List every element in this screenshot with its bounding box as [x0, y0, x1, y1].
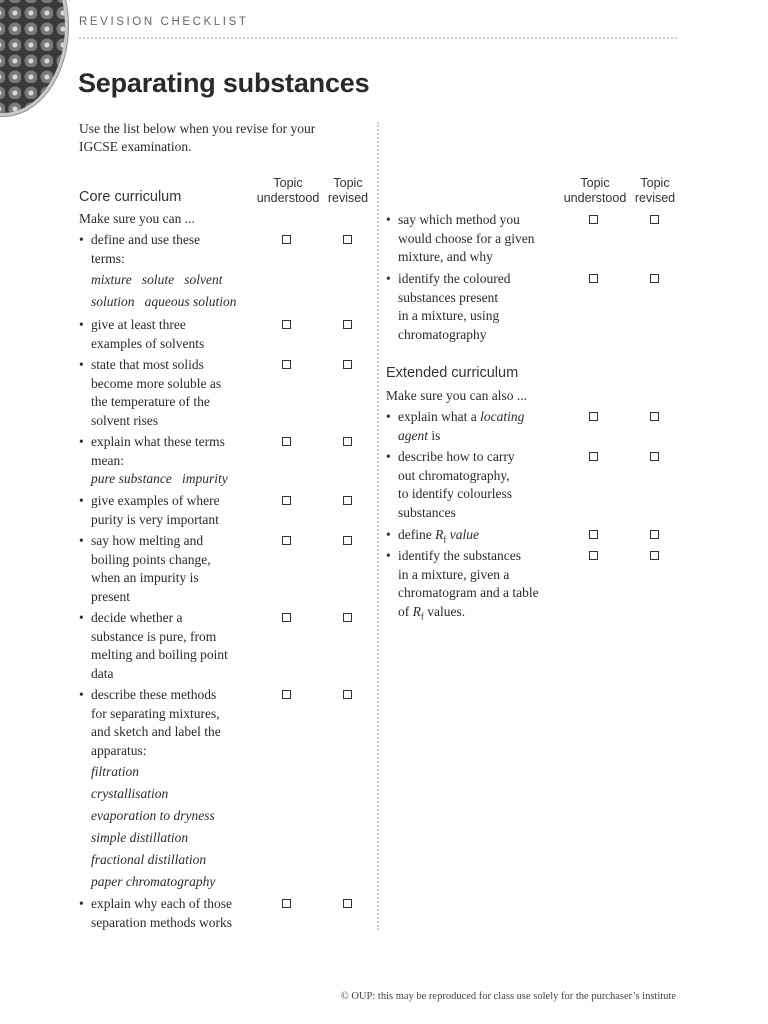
- understood-checkbox[interactable]: [282, 613, 291, 622]
- method-term: crystallisation: [91, 786, 169, 801]
- understood-checkbox[interactable]: [282, 496, 291, 505]
- revised-checkbox[interactable]: [650, 215, 659, 224]
- intro-text: [79, 120, 349, 156]
- revised-checkbox[interactable]: [343, 437, 352, 446]
- item-text: separation methods works: [91, 914, 232, 930]
- item-text: become more soluble as: [91, 375, 222, 391]
- method-term: fractional distillation: [91, 852, 207, 867]
- bullet-dot: •: [386, 449, 391, 464]
- method-term: paper chromatography: [91, 874, 216, 889]
- understood-checkbox[interactable]: [589, 530, 598, 539]
- extended-lead: Make sure you can also ...: [386, 388, 527, 403]
- revised-checkbox[interactable]: [343, 899, 352, 908]
- decorative-sphere-image: [0, 0, 68, 116]
- section-kicker: REVISION CHECKLIST: [79, 16, 249, 28]
- column-divider: [377, 122, 379, 930]
- revised-checkbox[interactable]: [343, 613, 352, 622]
- item-text: melting and boiling point: [91, 647, 228, 662]
- item-text: state that most solids: [91, 357, 204, 372]
- copyright-footer: © OUP: this may be reproduced for class use solely for the purchaser’s institute: [340, 991, 676, 1002]
- item-text: would choose for a given: [398, 230, 535, 246]
- item-text: substances: [398, 504, 456, 520]
- item-text: in a mixture, given a: [398, 566, 510, 582]
- understood-checkbox[interactable]: [282, 437, 291, 446]
- understood-checkbox[interactable]: [589, 412, 598, 421]
- item-text: say which method you: [398, 212, 520, 227]
- col-header-revised-right: Topic revised: [634, 176, 676, 205]
- revised-checkbox[interactable]: [650, 412, 659, 421]
- item-text: data: [91, 665, 114, 681]
- item-text: examples of solvents: [91, 335, 205, 351]
- bullet-dot: •: [79, 232, 84, 247]
- item-text: explain what a locating: [398, 409, 525, 424]
- col-header-understood-right: Topic understood: [563, 176, 627, 205]
- bullet-dot: •: [79, 317, 84, 332]
- page-title: Separating substances: [78, 68, 370, 98]
- item-text: present: [91, 588, 130, 604]
- understood-checkbox[interactable]: [282, 536, 291, 545]
- item-text: and sketch and label the: [91, 724, 221, 739]
- bullet-dot: •: [79, 687, 84, 702]
- revised-checkbox[interactable]: [343, 690, 352, 699]
- col-header-understood: Topic understood: [256, 176, 320, 205]
- bullet-dot: •: [79, 896, 84, 911]
- item-text: the temperature of the: [91, 394, 210, 409]
- understood-checkbox[interactable]: [282, 899, 291, 908]
- revised-checkbox[interactable]: [343, 496, 352, 505]
- item-text: mean:: [91, 452, 124, 468]
- intro-line: IGCSE examination.: [79, 139, 192, 154]
- understood-checkbox[interactable]: [282, 320, 291, 329]
- revised-checkbox[interactable]: [650, 274, 659, 283]
- understood-checkbox[interactable]: [282, 690, 291, 699]
- item-text: say how melting and: [91, 533, 204, 548]
- bullet-dot: •: [386, 271, 391, 286]
- item-text: define $R_f$ value: [398, 527, 479, 545]
- item-text: describe these methods: [91, 687, 217, 702]
- intro-line: Use the list below when you revise for your: [79, 121, 316, 136]
- understood-checkbox[interactable]: [589, 452, 598, 461]
- col-header-revised: Topic revised: [327, 176, 369, 205]
- method-term: filtration: [91, 764, 140, 779]
- extended-curriculum-heading: Extended curriculum: [386, 365, 519, 381]
- method-term: simple distillation: [91, 830, 189, 845]
- understood-checkbox[interactable]: [282, 235, 291, 244]
- bullet-dot: •: [79, 533, 84, 548]
- item-text: boiling points change,: [91, 551, 211, 567]
- item-text: in a mixture, using: [398, 308, 500, 323]
- understood-checkbox[interactable]: [589, 215, 598, 224]
- item-text: give at least three: [91, 317, 186, 332]
- revised-checkbox[interactable]: [650, 530, 659, 539]
- item-text: describe how to carry: [398, 449, 515, 464]
- understood-checkbox[interactable]: [589, 551, 598, 560]
- bullet-dot: •: [79, 434, 84, 449]
- core-curriculum-heading: Core curriculum: [79, 189, 182, 205]
- revised-checkbox[interactable]: [343, 320, 352, 329]
- item-text: to identify colourless: [398, 486, 512, 501]
- item-text: substance is pure, from: [91, 628, 217, 644]
- item-text: of $R_f$ values.: [398, 603, 466, 622]
- revised-checkbox[interactable]: [343, 360, 352, 369]
- method-term: evaporation to dryness: [91, 808, 215, 823]
- revised-checkbox[interactable]: [343, 235, 352, 244]
- item-text: agent is: [398, 427, 441, 443]
- bullet-dot: •: [79, 357, 84, 372]
- item-text: purity is very important: [91, 511, 219, 527]
- item-text: identify the substances: [398, 548, 521, 563]
- item-text: terms:: [91, 250, 125, 266]
- item-text: give examples of where: [91, 493, 220, 508]
- core-lead: Make sure you can ...: [79, 211, 195, 226]
- bullet-dot: •: [386, 527, 391, 542]
- item-text: for separating mixtures,: [91, 705, 220, 721]
- understood-checkbox[interactable]: [589, 274, 598, 283]
- item-text: out chromatography,: [398, 467, 510, 483]
- item-text: chromatography: [398, 326, 487, 342]
- terms-line: solution aqueous solution: [91, 294, 237, 309]
- understood-checkbox[interactable]: [282, 360, 291, 369]
- revised-checkbox[interactable]: [650, 551, 659, 560]
- item-text: decide whether a: [91, 610, 183, 625]
- item-text: substances present: [398, 289, 499, 305]
- terms-line: mixture solute solvent: [91, 272, 223, 287]
- bullet-dot: •: [386, 212, 391, 227]
- terms-line: pure substance impurity: [91, 471, 228, 486]
- item-text: define and use these: [91, 232, 201, 247]
- bullet-dot: •: [79, 493, 84, 508]
- revised-checkbox[interactable]: [343, 536, 352, 545]
- bullet-dot: •: [386, 548, 391, 563]
- revised-checkbox[interactable]: [650, 452, 659, 461]
- item-text: chromatogram and a table: [398, 585, 539, 600]
- item-text: identify the coloured: [398, 271, 511, 286]
- item-text: mixture, and why: [398, 249, 493, 264]
- item-text: explain why each of those: [91, 896, 232, 911]
- header-divider: [79, 37, 677, 39]
- item-text: apparatus:: [91, 742, 147, 758]
- bullet-dot: •: [79, 610, 84, 625]
- bullet-dot: •: [386, 409, 391, 424]
- item-text: explain what these terms: [91, 434, 225, 449]
- item-text: solvent rises: [91, 412, 159, 428]
- item-text: when an impurity is: [91, 570, 199, 585]
